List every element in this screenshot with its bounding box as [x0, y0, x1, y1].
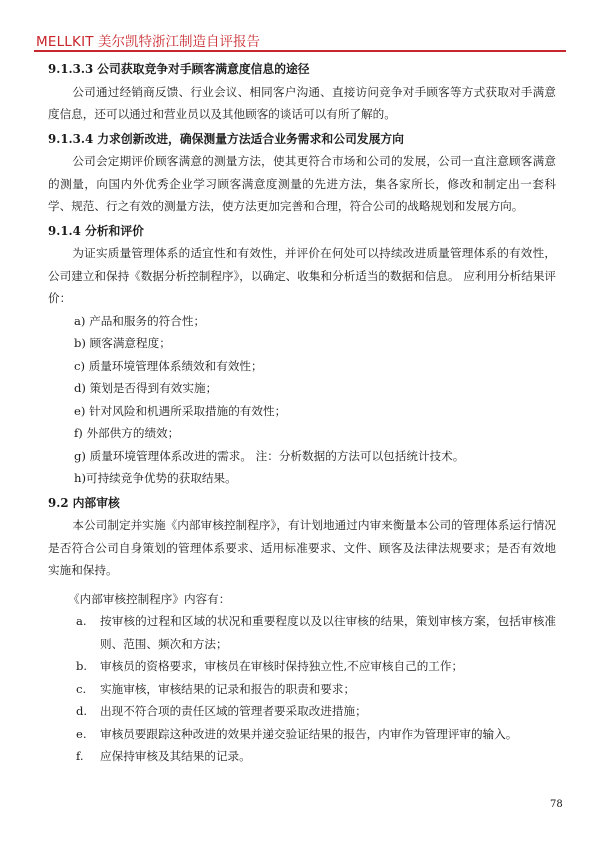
list-item — [48, 655, 556, 678]
list-item: e) 针对风险和机遇所采取措施的有效性； — [74, 403, 287, 418]
list-item-text: 审核员要跟踪这种改进的效果并递交验证结果的报告，内审作为管理评审的输入。 — [100, 726, 518, 741]
list-item-label: f. — [76, 749, 84, 763]
list-item — [48, 610, 556, 655]
list-item: h)可持续竞争优势的获取结果。 — [74, 471, 237, 485]
header-divider — [34, 50, 566, 52]
document-body — [48, 56, 556, 768]
paragraph-9-1-3-3: 公司通过经销商反馈、行业会议、相同客户沟通、直接访问竞争对手顾客等方式获取对手满意度信息，还可以通过和营业员以及其他顾客的谈话可以有所了解的。 — [48, 84, 556, 121]
section-heading-9-1-3-3: 9.1.3.3 公司获取竞争对手顾客满意度信息的途径 — [48, 62, 310, 76]
list-item-label: c. — [76, 681, 87, 696]
list-item-label: a. — [76, 614, 87, 628]
list-item: d) 策划是否得到有效实施； — [74, 381, 218, 395]
section-heading-9-1-3-4: 9.1.3.4 力求创新改进，确保测量方法适合业务需求和公司发展方向 — [48, 131, 404, 146]
report-header — [36, 30, 260, 50]
list-item — [48, 678, 556, 701]
list-item-label: d. — [76, 704, 88, 718]
section-heading-9-1-4: 9.1.4 分析和评价 — [48, 223, 144, 238]
list-item — [48, 700, 556, 723]
report-title: 美尔凯特浙江制造自评报告 — [98, 34, 260, 50]
list-item: b) 顾客满意程度； — [74, 336, 171, 350]
list-item-label: e. — [76, 726, 87, 741]
list-item-text: 按审核的过程和区域的状况和重要程度以及以往审核的结果，策划审核方案，包括审核准则、范围、频次和方法； — [100, 614, 556, 651]
list-item — [48, 723, 556, 746]
paragraph-9-2: 本公司制定并实施《内部审核控制程序》，有计划地通过内审来衡量本公司的管理体系运行情况是否符合公司自身策划的管理体系要求、适用标准要求、文件、顾客及法律法规要求；是否有效地实施和保持。 — [48, 518, 556, 577]
list-item-text: 出现不符合项的责任区域的管理者要采取改进措施； — [100, 704, 367, 718]
section-heading-9-2: 9.2 内部审核 — [48, 495, 120, 510]
list-item: f) 外部供方的绩效； — [74, 426, 180, 440]
brand-name: MELLKIT — [36, 34, 94, 50]
list-item-text: 应保持审核及其结果的记录。 — [100, 749, 251, 763]
page-number: 78 — [550, 799, 563, 810]
list-item: a) 产品和服务的符合性； — [74, 313, 206, 328]
list-item-text: 实施审核，审核结果的记录和报告的职责和要求； — [100, 681, 356, 696]
list-item: g) 质量环境管理体系改进的需求。 注：分析数据的方法可以包括统计技术。 — [74, 448, 465, 463]
list-item-label: b. — [76, 659, 88, 673]
paragraph-9-1-4: 为证实质量管理体系的适宜性和有效性，并评价在何处可以持续改进质量管理体系的有效性，公司建立和保持《数据分析控制程序》，以确定、收集和分析适当的数据和信息。 应利用分析结果评价： — [48, 246, 557, 305]
list-item — [48, 745, 556, 768]
list-item: c) 质量环境管理体系绩效和有效性； — [74, 358, 263, 373]
paragraph-9-1-3-4: 公司会定期评价顾客满意的测量方法，使其更符合市场和公司的发展，公司一直注意顾客满意的测量，向国内外优秀企业学习顾客满意度测量的先进方法，集各家所长，修改和制定出一套科学、规范、行之有效的测量方法，使方法更加完善和合理，符合公司的战略规划和发展方向。 — [48, 154, 556, 213]
procedure-intro: 《内部审核控制程序》内容有： — [68, 591, 231, 606]
list-item-text: 审核员的资格要求，审核员在审核时保持独立性,不应审核自己的工作； — [100, 659, 464, 673]
